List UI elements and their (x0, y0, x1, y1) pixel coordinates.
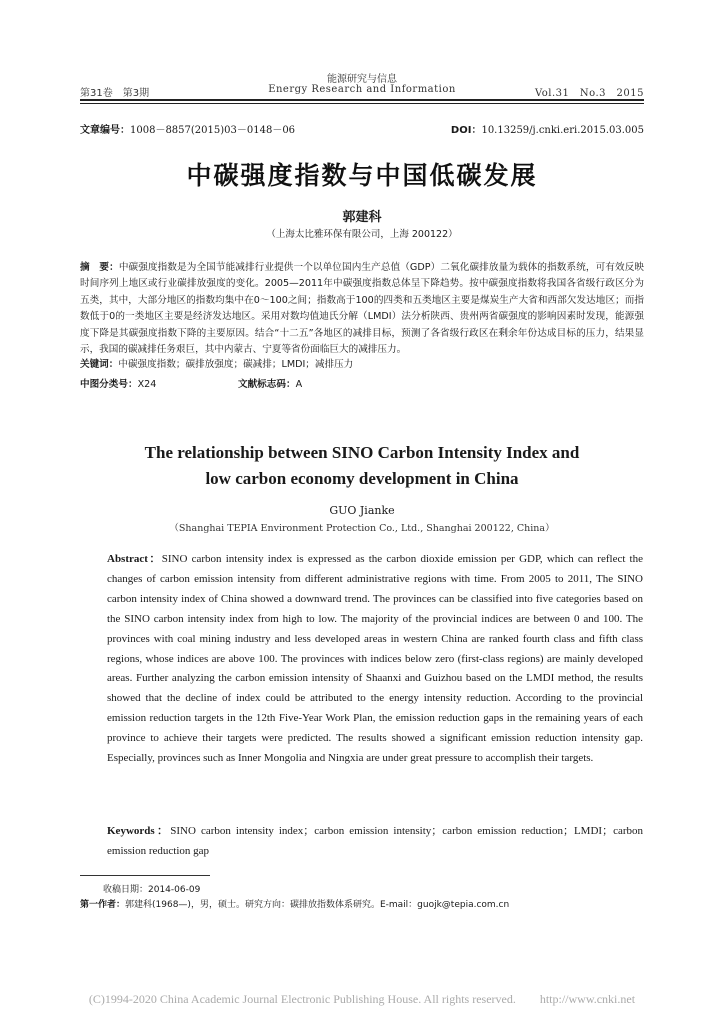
affiliation-en: （Shanghai TEPIA Environment Protection Co., Ltd., Shanghai 200122, China） (169, 523, 555, 534)
footnote-rule (80, 875, 210, 876)
header-rule-thin (80, 103, 644, 104)
affiliation-cn: （上海太比雅环保有限公司，上海 200122） (266, 229, 458, 240)
document-code: 文献标志码：A (238, 379, 303, 390)
classification-cn (80, 376, 644, 390)
keywords-en: Keywords：SINO carbon intensity index；carbon emission intensity；carbon emission reduction；LMDI；carbon emission reduction gap (107, 825, 643, 857)
volume-issue-cn: 第31卷 第3期 (80, 88, 150, 99)
author-en: GUO Jianke (329, 504, 395, 517)
abstract-cn (80, 260, 644, 358)
abstract-cn-label: 摘 要： (80, 262, 119, 273)
abstract-en (107, 550, 643, 769)
clc-number: 中图分类号：X24 (80, 379, 157, 390)
title-cn: 中碳强度指数与中国低碳发展 (186, 161, 538, 190)
abstract-cn-text: 中碳强度指数是为全国节能减排行业提供一个以单位国内生产总值（GDP）二氧化碳排放量为载体的指数系统，可有效反映时间序列上地区或行业碳排放强度的变化。2005—2011年中碳强度指数总体呈下降趋势。按中碳强度指数将我国各省级行政区分为五类，其中，大部分地区的指数均集中在0～100之间；指数高于100的四类和五类地区主要是煤炭生产大省和西部欠发达地区；而指数低于0的一类地区主要是经济发达地区。采用对数均值迪氏分解（LMDI）法分析陕西、贵州两省碳强度的影响因素时发现，能源强度下降是其碳强度指数下降的主要原因。结合“十二五”各地区的减排目标，预测了各省级行政区在剩余年份达成目标的压力，结果显示，我国的碳减排任务艰巨，其中内蒙古、宁夏等省份面临巨大的减排压力。 (80, 262, 645, 356)
keywords-cn: 关键词：中碳强度指数；碳排放强度；碳减排；LMDI；减排压力 (80, 359, 354, 370)
author-info: 第一作者：郭建科(1968—)，男，硕士。研究方向：碳排放指数体系研究。E-mail：guojk@tepia.com.cn (80, 900, 510, 910)
author-cn: 郭建科 (342, 210, 382, 225)
doi: DOI：10.13259/j.cnki.eri.2015.03.005 (450, 125, 644, 136)
article-number: 文章编号：1008－8857(2015)03－0148－06 (80, 125, 296, 136)
volume-issue-en: Vol.31 No.3 2015 (534, 88, 644, 99)
copyright-watermark: (C)1994-2020 China Academic Journal Electronic Publishing House. All rights reserved. http://www.cnki.net (88, 992, 636, 1006)
header-rule-thick (80, 99, 644, 101)
journal-name-en: Energy Research and Information (268, 84, 456, 95)
abstract-en-label: Abstract： (107, 553, 162, 565)
received-date: 收稿日期：2014-06-09 (103, 885, 201, 895)
title-en: The relationship between SINO Carbon Intensity Index and low carbon economy development in China (144, 443, 580, 488)
abstract-en-text: SINO carbon intensity index is expressed as the carbon dioxide emission per GDP, which can reflect the changes of carbon emission intensity from different administrative regions with time. From 2005 to 2011, The SINO carbon intensity index of China showed a downward trend. The provinces can be classified into five categories based on the SINO carbon intensity index from high to low. The majority of the provincial indices are between 0 and 100. The provinces with coal mining industry and less developed areas in western China are ranked fourth class and fifth class regions, whose indices are above 100. The provinces with indices below zero (first-class regions) are mainly developed areas. Further analyzing the carbon emission intensity of Shaanxi and Guizhou based on the LMDI method, the results showed that the decline of index could be attributed to the energy intensity reduction. According to the provincial emission reduction targets in the 12th Five-Year Work Plan, the emission reduction gaps in the remaining years of each province to achieve their targets were predicted. The results showed a significant emission reduction intensity gap. Especially, provinces such as Inner Mongolia and Ningxia are under great pressure to accomplish their targets. (107, 553, 643, 765)
journal-name-cn: 能源研究与信息 (327, 74, 397, 85)
